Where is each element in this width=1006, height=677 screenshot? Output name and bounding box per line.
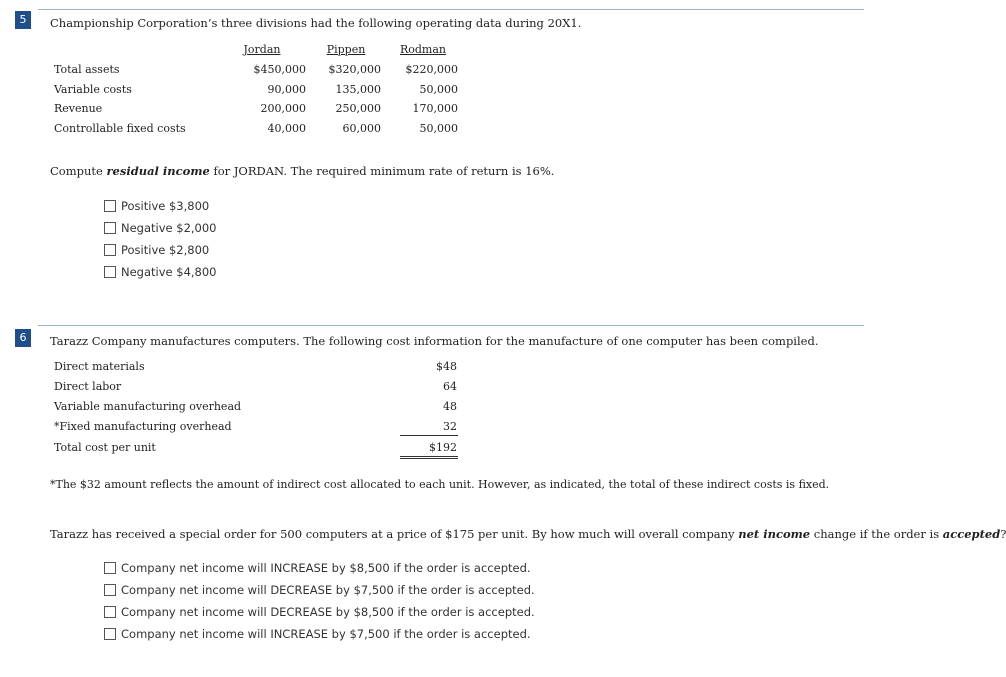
table-cell: 40,000 <box>267 122 306 135</box>
table-cell: $220,000 <box>405 63 458 76</box>
question-6-number: 6 <box>15 329 31 347</box>
question-5-intro: Championship Corporation’s three divisions had the following operating data during 20X1. <box>50 16 582 30</box>
checkbox[interactable] <box>104 266 116 278</box>
row-label: Variable manufacturing overhead <box>54 400 242 413</box>
prompt-text: change if the order is <box>810 527 943 541</box>
question-5-prompt <box>50 164 554 178</box>
checkbox[interactable] <box>104 222 116 234</box>
prompt-emphasis: net income <box>738 527 811 541</box>
prompt-text: Tarazz has received a special order for 500 computers at a price of $175 per unit. By how much will overall company <box>50 527 739 541</box>
column-header-rodman: Rodman <box>399 43 447 56</box>
answer-option[interactable] <box>104 605 535 619</box>
option-label: Negative $4,800 <box>121 265 217 279</box>
question-5-number: 5 <box>15 11 31 29</box>
checkbox[interactable] <box>104 628 116 640</box>
table-cell: 50,000 <box>419 83 458 96</box>
row-label: Direct materials <box>54 360 145 373</box>
prompt-emphasis: accepted <box>942 527 1001 541</box>
row-label: Variable costs <box>54 83 132 96</box>
row-label: Revenue <box>54 102 103 115</box>
option-label: Company net income will DECREASE by $8,500 if the order is accepted. <box>121 605 535 619</box>
column-header-jordan: Jordan <box>243 43 281 56</box>
question-6-intro: Tarazz Company manufactures computers. The following cost information for the manufacture of one computer has been compiled. <box>50 334 819 348</box>
table-cell: 250,000 <box>335 102 381 115</box>
prompt-text: for JORDAN. The required minimum rate of return is 16%. <box>209 164 555 178</box>
answer-option[interactable] <box>104 561 531 575</box>
answer-option[interactable] <box>104 265 217 279</box>
table-cell: 60,000 <box>342 122 381 135</box>
row-label: Total assets <box>54 63 120 76</box>
footnote: *The $32 amount reflects the amount of indirect cost allocated to each unit. However, as indicated, the total of these indirect costs is fixed. <box>50 478 830 491</box>
option-label: Company net income will INCREASE by $8,500 if the order is accepted. <box>121 561 531 575</box>
table-cell: 50,000 <box>419 122 458 135</box>
option-label: Negative $2,000 <box>121 221 217 235</box>
option-label: Company net income will INCREASE by $7,500 if the order is accepted. <box>121 627 531 641</box>
row-label: Total cost per unit <box>54 441 156 454</box>
question-5-top-rule <box>38 9 864 10</box>
checkbox[interactable] <box>104 584 116 596</box>
checkbox[interactable] <box>104 562 116 574</box>
row-label: *Fixed manufacturing overhead <box>54 420 232 433</box>
row-label: Direct labor <box>54 380 122 393</box>
answer-option[interactable] <box>104 199 209 213</box>
table-cell: $48 <box>436 360 457 373</box>
table-cell: $320,000 <box>328 63 381 76</box>
answer-option[interactable] <box>104 627 531 641</box>
subtotal-rule <box>400 435 458 436</box>
table-cell: 170,000 <box>412 102 458 115</box>
table-cell: 48 <box>443 400 457 413</box>
answer-option[interactable] <box>104 221 217 235</box>
answer-option[interactable] <box>104 583 535 597</box>
checkbox[interactable] <box>104 200 116 212</box>
checkbox[interactable] <box>104 244 116 256</box>
table-cell: 200,000 <box>260 102 306 115</box>
question-6-top-rule <box>38 325 864 326</box>
option-label: Positive $3,800 <box>121 199 210 213</box>
column-header-pippen: Pippen <box>326 43 366 56</box>
total-double-rule-top <box>400 456 458 457</box>
table-cell: 135,000 <box>335 83 381 96</box>
row-label: Controllable fixed costs <box>54 122 186 135</box>
table-cell: 64 <box>443 380 457 393</box>
table-cell: 90,000 <box>267 83 306 96</box>
checkbox[interactable] <box>104 606 116 618</box>
prompt-emphasis: residual income <box>106 164 210 178</box>
table-cell: $192 <box>429 441 457 454</box>
prompt-text: Compute <box>50 164 107 178</box>
table-cell: 32 <box>443 420 457 433</box>
answer-option[interactable] <box>104 243 209 257</box>
table-cell: $450,000 <box>253 63 306 76</box>
question-6-prompt <box>50 527 1006 541</box>
prompt-text: ? <box>1000 527 1006 541</box>
option-label: Positive $2,800 <box>121 243 210 257</box>
total-double-rule-bottom <box>400 458 458 459</box>
option-label: Company net income will DECREASE by $7,500 if the order is accepted. <box>121 583 535 597</box>
